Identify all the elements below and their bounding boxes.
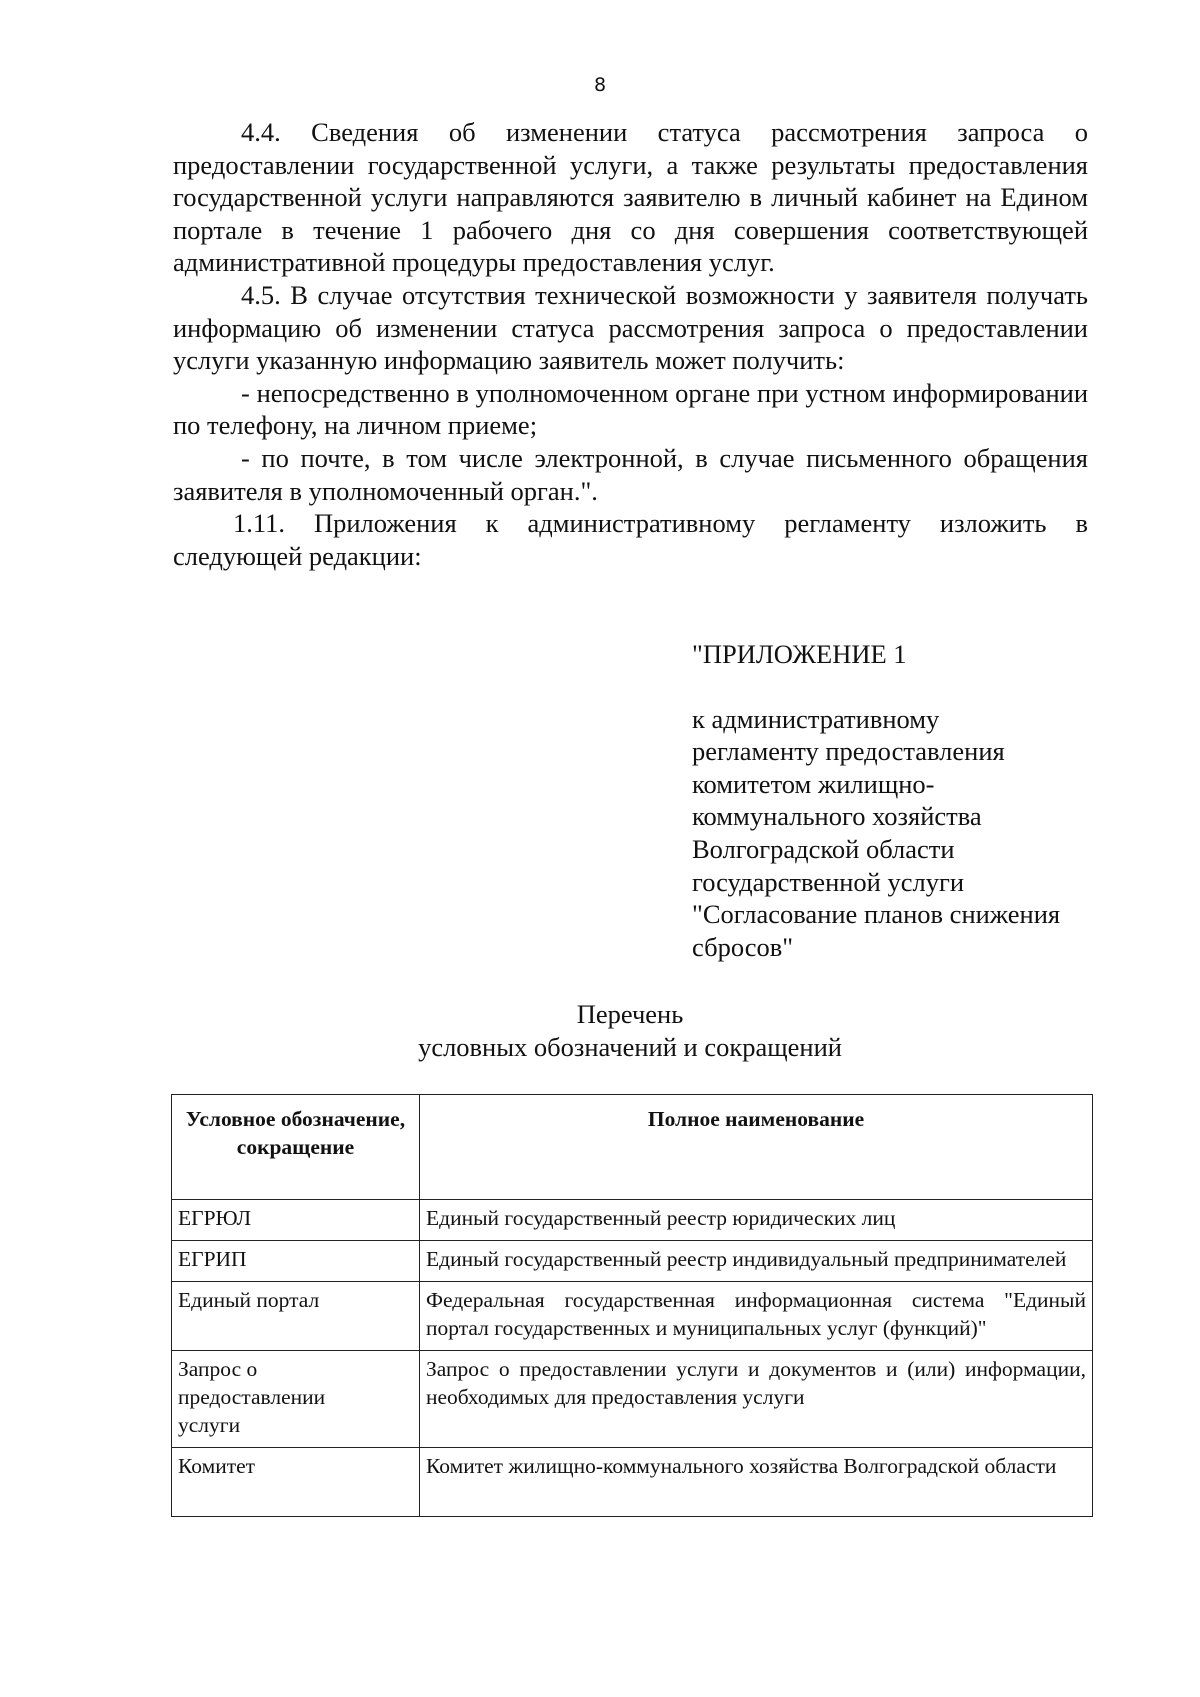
paragraph-1-11: 1.11. Приложения к административному регламенту изложить в следующей редакции: xyxy=(173,508,1088,571)
annex-line: комитетом жилищно- xyxy=(692,768,935,799)
table-row xyxy=(172,1448,1093,1517)
annex-line: коммунального хозяйства xyxy=(692,801,982,832)
annex-line: Волгоградской области xyxy=(692,833,955,864)
full-name-cell: Федеральная государственная информационная система "Единый портал государственных и муниципальных услуг (функций)" xyxy=(420,1282,1093,1351)
list-title-line1: Перечень xyxy=(576,999,684,1029)
full-name-cell: Единый государственный реестр юридических лиц xyxy=(420,1200,1093,1241)
abbr-cell: Единый портал xyxy=(172,1282,420,1351)
annex-line: сбросов" xyxy=(692,931,794,962)
abbr-cell: ЕГРИП xyxy=(172,1241,420,1282)
page-number: 8 xyxy=(593,74,607,96)
annex-line: к административному xyxy=(692,703,940,734)
abbreviations-table xyxy=(171,1094,1093,1517)
table-row xyxy=(172,1282,1093,1351)
annex-line: государственной услуги xyxy=(692,866,965,897)
header-abbreviation: Условное обозначение, сокращение xyxy=(172,1095,420,1200)
full-name-cell: Запрос о предоставлении услуги и документов и (или) информации, необходимых для предоставления услуги xyxy=(420,1351,1093,1448)
paragraph-4-4: 4.4. Сведения об изменении статуса рассмотрения запроса о предоставлении государственной услуги, а также результаты предоставления государственной услуги направляются заявителю в личный кабинет на Едином портале в течение 1 рабочего дня со дня совершения соответствующей административной процедуры предоставления услуг. xyxy=(173,117,1088,278)
annex-header xyxy=(692,638,1092,963)
table-row xyxy=(172,1200,1093,1241)
annex-line: регламенту предоставления xyxy=(692,736,1005,767)
list-title-line2: условных обозначений и сокращений xyxy=(418,1031,842,1062)
full-name-cell: Комитет жилищно-коммунального хозяйства Волгоградской области xyxy=(420,1448,1093,1517)
annex-caption xyxy=(692,703,1092,964)
abbr-cell: Запрос о предоставлении услуги xyxy=(172,1351,420,1448)
annex-heading: "ПРИЛОЖЕНИЕ 1 xyxy=(692,639,907,669)
abbr-cell: ЕГРЮЛ xyxy=(172,1200,420,1241)
table-header-row xyxy=(172,1095,1093,1200)
full-name-cell: Единый государственный реестр индивидуальный предпринимателей xyxy=(420,1241,1093,1282)
annex-line: "Согласование планов снижения xyxy=(692,899,1061,930)
abbr-cell: Комитет xyxy=(172,1448,420,1517)
header-full-name: Полное наименование xyxy=(420,1095,1093,1200)
main-text xyxy=(173,116,1088,572)
list-title xyxy=(0,998,1200,1063)
table-row xyxy=(172,1241,1093,1282)
table-row xyxy=(172,1351,1093,1448)
list-item-by-mail: - по почте, в том числе электронной, в случае письменного обращения заявителя в уполномоченный орган.". xyxy=(173,442,1088,506)
paragraph-4-5: 4.5. В случае отсутствия технической возможности у заявителя получать информацию об изменении статуса рассмотрения запроса о предоставлении услуги указанную информацию заявитель может получить: xyxy=(173,279,1088,376)
list-item-in-person: - непосредственно в уполномоченном органе при устном информировании по телефону, на личном приеме; xyxy=(173,377,1088,441)
